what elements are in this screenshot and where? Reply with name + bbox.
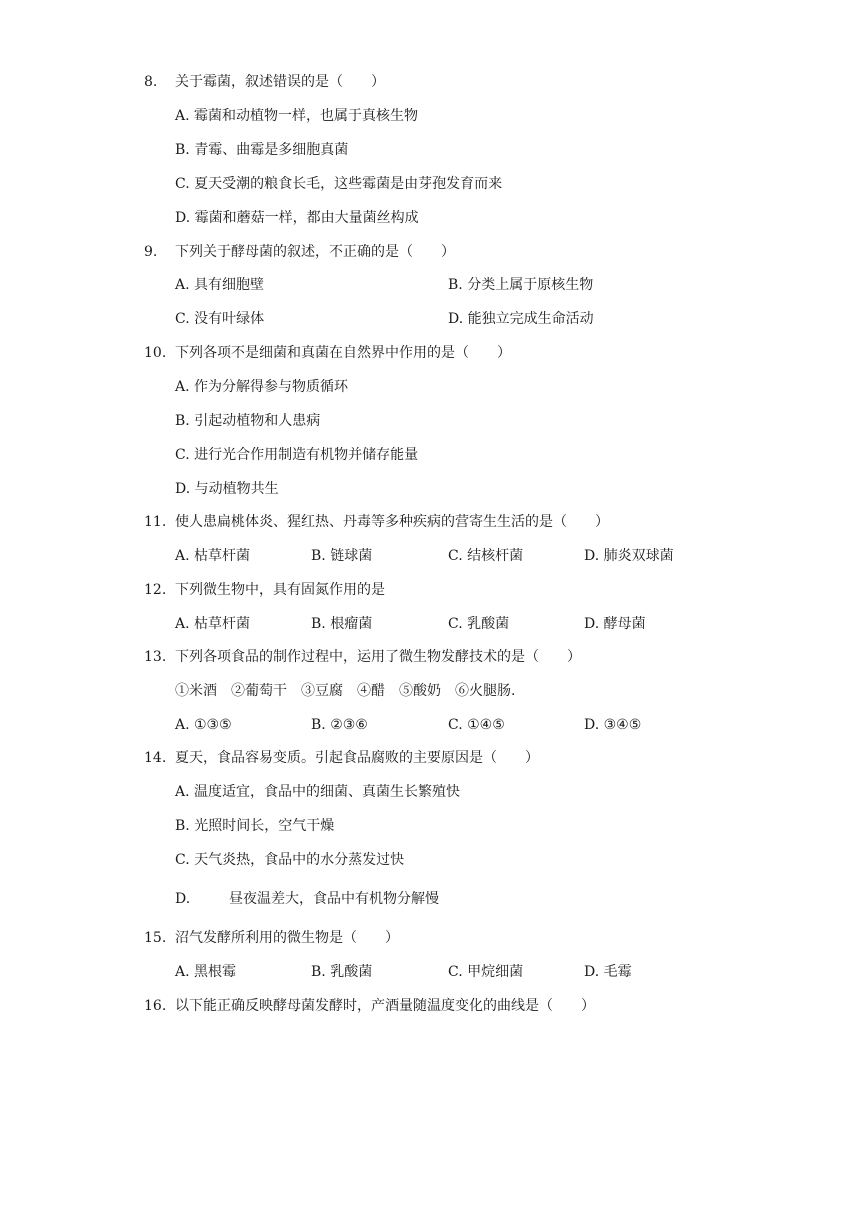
option-b: B. 乳酸菌 (311, 964, 373, 980)
question-number: 10. (144, 345, 167, 361)
question-number: 8. (144, 74, 158, 90)
option-a: A. 霉菌和动植物一样，也属于真核生物 (175, 108, 419, 124)
question-number: 9. (144, 244, 158, 260)
option-c: C. 进行光合作用制造有机物并储存能量 (175, 447, 419, 463)
question-number: 11. (144, 514, 167, 530)
option-d: D. 能独立完成生命活动 (448, 311, 594, 327)
option-b: B. 分类上属于原核生物 (448, 277, 594, 293)
question-number: 14. (144, 750, 167, 766)
option-d: D. 与动植物共生 (175, 481, 279, 497)
option-b: B. 引起动植物和人患病 (175, 413, 321, 429)
option-d-text: 昼夜温差大，食品中有机物分解慢 (229, 891, 439, 907)
option-b: B. 链球菌 (311, 548, 373, 564)
question-stem: 沼气发酵所利用的微生物是（ ） (175, 930, 399, 946)
option-a: A. 枯草杆菌 (175, 548, 251, 564)
option-c: C. 夏天受潮的粮食长毛，这些霉菌是由芽孢发育而来 (175, 176, 503, 192)
option-c: C. 天气炎热，食品中的水分蒸发过快 (175, 852, 405, 868)
question-number: 12. (144, 582, 167, 598)
option-c: C. ①④⑤ (448, 717, 505, 733)
question-stem: 下列各项食品的制作过程中，运用了微生物发酵技术的是（ ） (175, 649, 581, 665)
question-stem: 以下能正确反映酵母菌发酵时，产酒量随温度变化的曲线是（ ） (175, 998, 595, 1014)
option-c: C. 结核杆菌 (448, 548, 524, 564)
question-stem: 下列各项不是细菌和真菌在自然界中作用的是（ ） (175, 345, 511, 361)
option-b: B. ②③⑥ (311, 717, 368, 733)
question-items: ①米酒 ②葡萄干 ③豆腐 ④醋 ⑤酸奶 ⑥火腿肠. (175, 683, 516, 699)
option-b: B. 光照时间长，空气干燥 (175, 818, 335, 834)
option-a: A. 枯草杆菌 (175, 616, 251, 632)
option-d: D. 霉菌和蘑菇一样，都由大量菌丝构成 (175, 210, 419, 226)
option-d: D. 酵母菌 (584, 616, 646, 632)
option-b: B. 青霉、曲霉是多细胞真菌 (175, 142, 349, 158)
question-stem: 下列微生物中，具有固氮作用的是 (175, 582, 385, 598)
option-d-label: D. (175, 891, 191, 907)
question-stem: 夏天，食品容易变质。引起食品腐败的主要原因是（ ） (175, 750, 539, 766)
option-a: A. 具有细胞壁 (175, 277, 265, 293)
question-stem: 使人患扁桃体炎、猩红热、丹毒等多种疾病的营寄生生活的是（ ） (175, 514, 609, 530)
question-stem: 下列关于酵母菌的叙述，不正确的是（ ） (175, 244, 455, 260)
option-a: A. 温度适宜，食品中的细菌、真菌生长繁殖快 (175, 784, 461, 800)
option-d: D. ③④⑤ (584, 717, 642, 733)
option-d: D. 毛霉 (584, 964, 632, 980)
option-c: C. 乳酸菌 (448, 616, 510, 632)
option-d: D. 肺炎双球菌 (584, 548, 674, 564)
question-number: 16. (144, 998, 167, 1014)
option-a: A. 黑根霉 (175, 964, 237, 980)
option-a: A. 作为分解得参与物质循环 (175, 379, 349, 395)
option-c: C. 没有叶绿体 (175, 311, 265, 327)
option-a: A. ①③⑤ (175, 717, 232, 733)
question-stem: 关于霉菌，叙述错误的是（ ） (175, 74, 385, 90)
option-d (175, 889, 439, 909)
question-number: 15. (144, 930, 167, 946)
question-number: 13. (144, 649, 167, 665)
option-c: C. 甲烷细菌 (448, 964, 524, 980)
option-b: B. 根瘤菌 (311, 616, 373, 632)
